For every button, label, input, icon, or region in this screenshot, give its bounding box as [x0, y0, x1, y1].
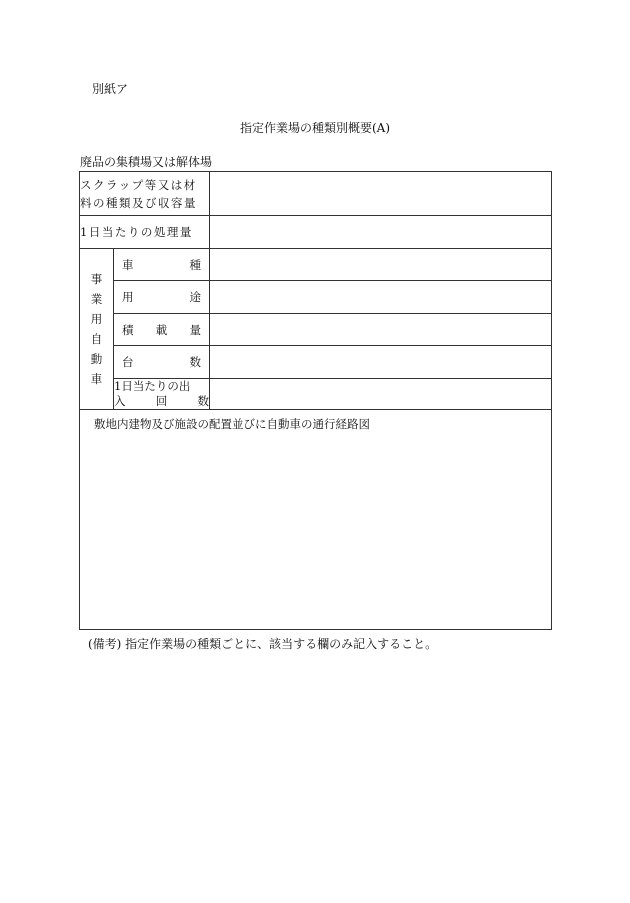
site-diagram-area[interactable] — [80, 410, 552, 630]
scrap-label-line2: 料の種類及び収容量 — [80, 195, 197, 210]
table-row-site-diagram — [80, 410, 552, 630]
scrap-value-field[interactable] — [210, 172, 552, 216]
vehicle-purpose-value-field[interactable] — [210, 281, 552, 314]
table-row-daily-trips — [80, 379, 552, 410]
scrap-label-line1: スクラップ等又は材 — [80, 177, 197, 192]
vehicle-group-label: 事 業 用 自 動 車 — [80, 249, 114, 410]
vehicle-type-label-cell: 車 種 — [114, 249, 210, 281]
table-row-scrap — [80, 172, 552, 216]
vehicle-purpose-label-cell: 用 途 — [114, 281, 210, 314]
daily-trips-label-line1: 1日当たりの出 — [114, 379, 191, 393]
site-diagram-label: 敷地内建物及び施設の配置並びに自動車の通行経路図 — [94, 417, 370, 431]
overview-form-table — [79, 171, 552, 630]
table-row-load-capacity — [80, 314, 552, 346]
vehicle-type-value-field[interactable] — [210, 249, 552, 281]
vehicle-count-value-field[interactable] — [210, 346, 552, 379]
table-row-vehicle-purpose — [80, 281, 552, 314]
table-row-daily — [80, 216, 552, 249]
table-row-vehicle-count — [80, 346, 552, 379]
daily-trips-label-cell: 1日当たりの出 入 回 数 — [114, 379, 209, 408]
scrap-label-cell — [80, 172, 210, 216]
table-row-vehicle-type — [80, 249, 552, 281]
load-capacity-value-field[interactable] — [210, 314, 552, 346]
daily-volume-value-field[interactable] — [210, 216, 552, 249]
attachment-label: 別紙ア — [92, 82, 129, 96]
document-title: 指定作業場の種類別概要(A) — [239, 121, 391, 135]
vehicle-count-label-cell: 台 数 — [114, 346, 210, 379]
remarks-note: (備考) 指定作業場の種類ごとに、該当する欄のみ記入すること。 — [88, 637, 438, 651]
daily-trips-value-field[interactable] — [210, 379, 552, 410]
daily-volume-label: 1日当たりの処理量 — [80, 216, 210, 249]
load-capacity-label-cell: 積 載 量 — [114, 314, 210, 346]
section-heading: 廃品の集積場又は解体場 — [80, 155, 213, 169]
